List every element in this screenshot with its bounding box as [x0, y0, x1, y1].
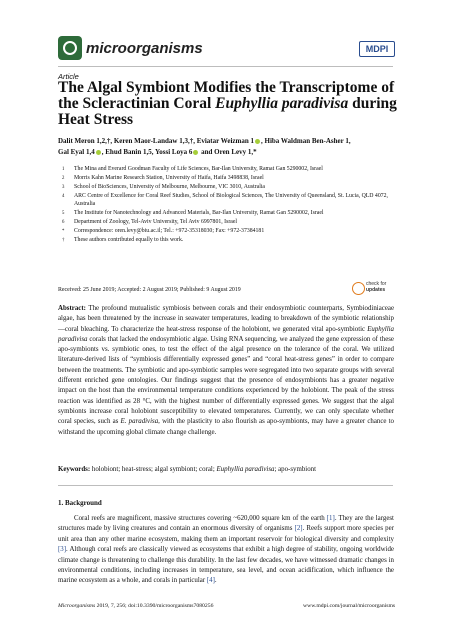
- affiliation-text: School of BioSciences, University of Melbourne, Melbourne, VIC 3010, Australia: [74, 184, 265, 190]
- affiliation-number: *: [62, 229, 65, 234]
- body-paragraph: [58, 514, 394, 587]
- footer-url[interactable]: www.mdpi.com/journal/microorganisms: [303, 603, 396, 609]
- affiliation-text: ARC Centre of Excellence for Coral Reef Studies, School of Biological Sciences, The University of Queensland, St. Lucia, QLD 4072, Australia: [74, 193, 388, 207]
- journal-logo-icon: [63, 41, 77, 55]
- orcid-icon[interactable]: [96, 150, 101, 155]
- title-species: Euphyllia paradivisa: [215, 95, 349, 112]
- keywords-text: holobiont; heat-stress; algal symbiont; coral;: [90, 466, 217, 473]
- authors-line2c: and Oren Levy 1,*: [199, 148, 257, 156]
- abstract-text: , with the plasticity to also flourish as apo-symbionts, may have a greater chance to withstand the upcoming global climate change challenge.: [58, 418, 394, 436]
- paper-title: [58, 80, 398, 128]
- affiliation-item: [58, 166, 398, 174]
- body-text: Coral reefs are magnificent, massive structures covering ~620,000 square km of the earth: [74, 515, 327, 522]
- authors-line1b: , Hiba Waldman Ben-Asher 1,: [261, 137, 351, 145]
- abstract-text: The profound mutualistic symbiosis between corals and their endosymbiotic counterparts, Symbiodiniaceae algae, has been threatened by the increase in seawater temperatures, leading to breakdown of the symbiotic relationship—coral bleaching. To characterize the heat-stress response of the holobiont, we generated vital apo-symbiotic: [58, 305, 394, 333]
- section-divider: [58, 485, 393, 486]
- affiliation-text: The Mina and Everard Goodman Faculty of Life Sciences, Bar-Ilan University, Ramat Gan 5290002, Israel: [74, 166, 323, 172]
- affiliation-number: 4: [62, 194, 65, 199]
- affiliation-number: 1: [62, 167, 65, 172]
- affiliation-number: 3: [62, 185, 65, 190]
- citation-link[interactable]: [2]: [294, 525, 303, 533]
- affiliation-number: 6: [62, 220, 65, 225]
- header-divider: [58, 66, 393, 67]
- orcid-icon[interactable]: [193, 150, 198, 155]
- authors-line2b: , Ehud Banin 1,5, Yossi Loya 6: [101, 148, 193, 156]
- article-type: Article: [58, 72, 79, 81]
- affiliation-item: [58, 228, 398, 236]
- abstract-species: Euphyllia paradivisa: [58, 325, 394, 343]
- keywords: [58, 465, 394, 475]
- title-text-1: The Algal Symbiont Modifies the Transcriptome of the Scleractinian Coral: [58, 79, 395, 112]
- mdpi-logo[interactable]: MDPI: [359, 41, 395, 57]
- abstract-species: E. paradivisa: [120, 418, 159, 426]
- publication-dates: Received: 25 June 2019; Accepted: 2 August 2019; Published: 9 August 2019: [58, 287, 241, 293]
- affiliation-text: Department of Zoology, Tel-Aviv University, Tel Aviv 6997801, Israel: [74, 219, 238, 225]
- footer-citation: [58, 603, 213, 609]
- body-text: . Although coral reefs are classically viewed as ecosystems that exhibit a high degree of stability, ongoing worldwide climate change is threatening to challenge this durability. In the last few decades, we have witnessed dramatic changes in environmental conditions, including increases in temperature, sea level, and ocean acidification, which influence the marine ecosystem as a whole, and corals in particular: [58, 546, 394, 585]
- abstract-text: corals that lacked the endosymbiotic algae. Using RNA sequencing, we analyzed the gene expression of these apo-symbionts vs. symbiotic ones, to test the effect of the algal presence on the tolerance of the coral. We utilized literature-derived lists of “symbiosis differentially expressed genes” and “coral heat-stress genes” in order to compare between the treatments. The symbiotic and apo-symbiotic samples were segregated into two separate groups with several different enriched gene ontologies. Our findings suggest that the presence of endosymbionts has a greater negative impact on the host than the environmental temperature conditions experienced by the holobiont. The peak of the stress reaction was identified as 28 °C, with the highest number of differentially expressed genes. We suggest that the algal symbionts increase coral holobiont susceptibility to elevated temperatures. Currently, we can only speculate whether coral species, such as: [58, 335, 394, 426]
- citation-link[interactable]: [1]: [326, 515, 335, 522]
- check-updates-icon[interactable]: [352, 282, 365, 295]
- affiliation-text: Correspondence: oren.levy@biu.ac.il; Tel.: +972-35318030; Fax: +972-37384181: [74, 228, 265, 234]
- affiliation-text: Morris Kahn Marine Research Station, University of Haifa, Haifa 3498838, Israel: [74, 175, 264, 181]
- affiliation-text: The Institute for Nanotechnology and Advanced Materials, Bar-Ilan University, Ramat Gan 5290002, Israel: [74, 210, 324, 216]
- affiliation-item: [58, 237, 398, 245]
- authors-line1: Dalit Meron 1,2,†, Keren Maor-Landaw 1,3,†, Eviatar Weizman 1: [58, 137, 254, 145]
- keywords-text: ; apo-symbiont: [274, 466, 317, 473]
- affiliation-item: [58, 184, 398, 192]
- check-updates-label[interactable]: [366, 282, 386, 293]
- authors-line2a: Gal Eyal 1,4: [58, 148, 95, 156]
- check-updates-line2: updates: [366, 286, 386, 293]
- author-list: [58, 136, 398, 158]
- affiliation-item: [58, 219, 398, 227]
- check-updates-line1: check for: [366, 281, 387, 287]
- body-text: . They are the largest structures made by living creatures and contain an enormous diversity of organisms: [58, 515, 394, 533]
- affiliation-text: These authors contributed equally to this work.: [74, 237, 184, 243]
- body-text: .: [214, 577, 217, 585]
- affiliation-item: [58, 193, 398, 209]
- keywords-species: Euphyllia paradivisa: [216, 466, 275, 473]
- orcid-icon[interactable]: [255, 139, 260, 144]
- body-text: . Reefs support more species per unit area than any other marine ecosystem, making them an important reservoir for biological diversity and complexity: [58, 525, 394, 543]
- abstract-label: Abstract:: [58, 305, 86, 312]
- keywords-label: Keywords:: [58, 466, 91, 473]
- section-heading: 1. Background: [58, 499, 102, 507]
- citation-link[interactable]: [4]: [206, 577, 215, 585]
- footer-doi: 2019, 7, 256; doi:10.3390/microorganisms7080256: [95, 603, 214, 609]
- affiliation-item: [58, 175, 398, 183]
- footer-journal: Microorganisms: [58, 603, 96, 609]
- affiliation-number: 2: [62, 176, 65, 181]
- abstract: [58, 304, 394, 438]
- affiliation-item: [58, 210, 398, 218]
- citation-link[interactable]: [3]: [58, 546, 67, 554]
- title-text-2: during Heat Stress: [58, 95, 397, 128]
- affiliation-number: †: [62, 238, 65, 243]
- affiliation-number: 5: [62, 211, 65, 216]
- journal-name: microorganisms: [86, 40, 203, 57]
